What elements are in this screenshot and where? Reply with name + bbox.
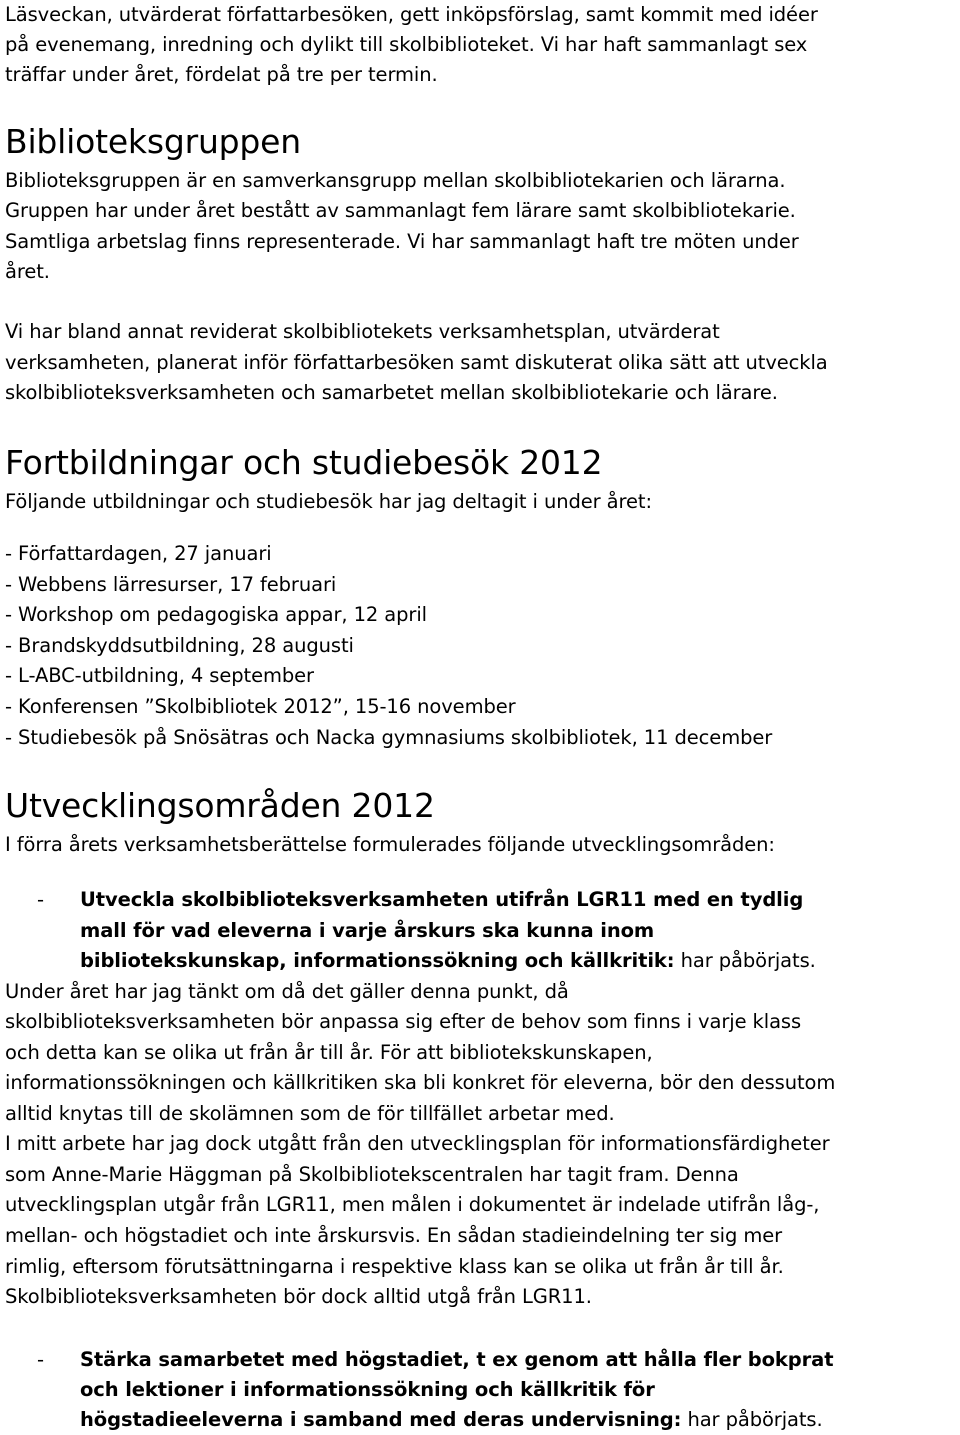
- list-item: - Webbens lärresurser, 17 februari: [5, 573, 337, 596]
- paragraph-line: rimlig, eftersom förutsättningarna i respektive klass kan se olika ut från år till år.: [5, 1255, 784, 1278]
- paragraph-line: som Anne-Marie Häggman på Skolbibliotekscentralen har tagit fram. Denna: [5, 1163, 739, 1186]
- list-item: - Studiebesök på Snösätras och Nacka gymnasiums skolbibliotek, 11 december: [5, 726, 773, 749]
- paragraph-line: Skolbiblioteksverksamheten bör dock alltid utgå från LGR11.: [5, 1285, 592, 1308]
- paragraph-line: alltid knytas till de skolämnen som de för tillfället arbetar med.: [5, 1102, 615, 1125]
- goal-dash: -: [37, 1348, 45, 1371]
- goal-text-line: [80, 1405, 823, 1435]
- goal-dash: -: [37, 888, 45, 911]
- list-item: - Konferensen ”Skolbibliotek 2012”, 15-16 november: [5, 695, 516, 718]
- paragraph-line: mellan- och högstadiet och inte årskursvis. En sådan stadieindelning ter sig mer: [5, 1224, 783, 1247]
- paragraph-line: Gruppen har under året bestått av sammanlagt fem lärare samt skolbibliotekarie.: [5, 199, 796, 222]
- paragraph-line: verksamheten, planerat inför författarbesöken samt diskuterat olika sätt att utveckla: [5, 351, 828, 374]
- paragraph-line: Biblioteksgruppen är en samverkansgrupp mellan skolbibliotekarien och lärarna.: [5, 169, 786, 192]
- goal-text: Utveckla skolbiblioteksverksamheten utifrån LGR11 med en tydlig: [80, 888, 804, 911]
- goal-status: har påbörjats.: [681, 1408, 823, 1431]
- paragraph-line: utvecklingsplan utgår från LGR11, men målen i dokumentet är indelade utifrån låg-,: [5, 1193, 820, 1216]
- goal-text-line: [80, 946, 816, 976]
- section-heading-utvecklingsomraden: Utvecklingsområden 2012: [5, 786, 435, 825]
- intro-line: träffar under året, fördelat på tre per termin.: [5, 63, 438, 86]
- goal-text: mall för vad eleverna i varje årskurs ska kunna inom: [80, 919, 655, 942]
- paragraph-line: Vi har bland annat reviderat skolbibliotekets verksamhetsplan, utvärderat: [5, 320, 720, 343]
- paragraph-line: informationssökningen och källkritiken ska bli konkret för eleverna, bör den dessutom: [5, 1071, 836, 1094]
- list-item: - Författardagen, 27 januari: [5, 542, 272, 565]
- section-intro: Följande utbildningar och studiebesök har jag deltagit i under året:: [5, 490, 652, 513]
- list-item: - L-ABC-utbildning, 4 september: [5, 664, 314, 687]
- intro-line: Läsveckan, utvärderat författarbesöken, gett inköpsförslag, samt kommit med idéer: [5, 3, 818, 26]
- intro-line: på evenemang, inredning och dylikt till skolbiblioteket. Vi har haft sammanlagt sex: [5, 33, 808, 56]
- list-item: - Brandskyddsutbildning, 28 augusti: [5, 634, 354, 657]
- list-item: - Workshop om pedagogiska appar, 12 april: [5, 603, 427, 626]
- section-heading-biblioteksgruppen: Biblioteksgruppen: [5, 122, 301, 161]
- section-heading-fortbildningar: Fortbildningar och studiebesök 2012: [5, 443, 603, 482]
- goal-text: och lektioner i informationssökning och källkritik för: [80, 1378, 655, 1401]
- paragraph-line: I mitt arbete har jag dock utgått från den utvecklingsplan för informationsfärdigheter: [5, 1132, 830, 1155]
- section-intro: I förra årets verksamhetsberättelse formulerades följande utvecklingsområden:: [5, 833, 775, 856]
- paragraph-line: och detta kan se olika ut från år till år. För att bibliotekskunskapen,: [5, 1041, 653, 1064]
- goal-status: har påbörjats.: [674, 949, 816, 972]
- paragraph-line: året.: [5, 260, 50, 283]
- paragraph-line: skolbiblioteksverksamheten bör anpassa sig efter de behov som finns i varje klass: [5, 1010, 802, 1033]
- goal-text: Stärka samarbetet med högstadiet, t ex genom att hålla fler bokprat: [80, 1348, 834, 1371]
- goal-text: bibliotekskunskap, informationssökning och källkritik:: [80, 949, 675, 972]
- paragraph-line: Samtliga arbetslag finns representerade. Vi har sammanlagt haft tre möten under: [5, 230, 799, 253]
- paragraph-line: Under året har jag tänkt om då det gäller denna punkt, då: [5, 980, 569, 1003]
- goal-text: högstadieeleverna i samband med deras undervisning:: [80, 1408, 682, 1431]
- paragraph-line: skolbiblioteksverksamheten och samarbetet mellan skolbibliotekarie och lärare.: [5, 381, 778, 404]
